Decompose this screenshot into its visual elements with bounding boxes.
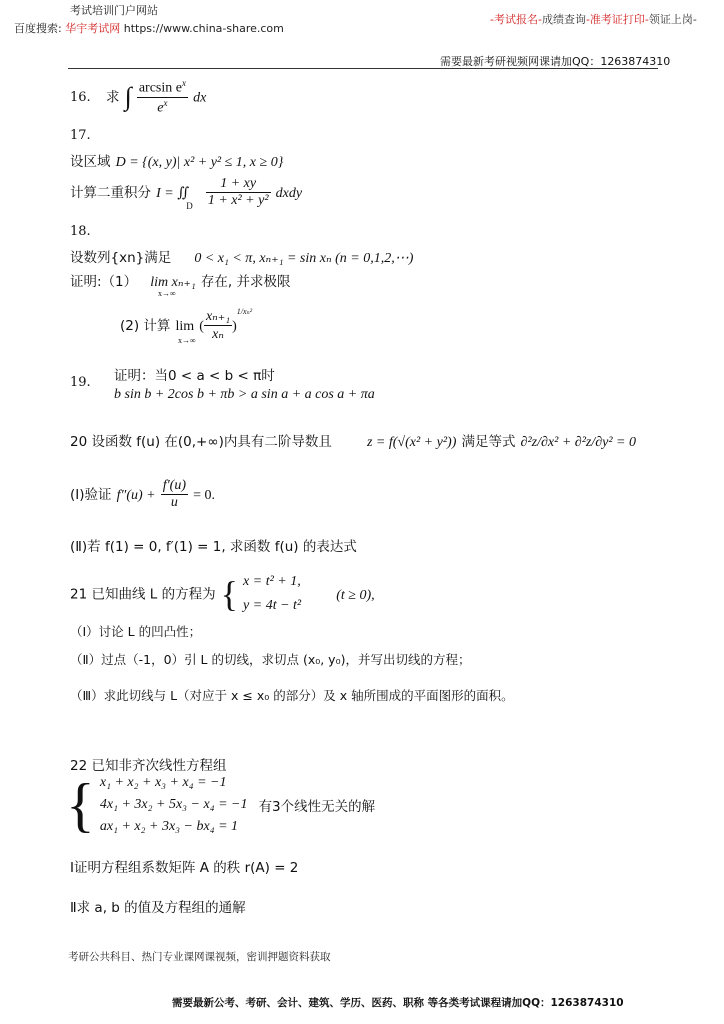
p21-head-line <box>70 570 375 618</box>
p16-num-sup: x <box>181 78 186 88</box>
p16-number: 16. <box>70 90 91 105</box>
p18-part2-label: (2) 计算 <box>120 318 171 334</box>
p16-lead: 求 <box>106 89 120 106</box>
p18-lim-tail: 存在, 并求极限 <box>200 274 291 290</box>
p22-head: 22 已知非齐次线性方程组 <box>70 758 227 774</box>
footer-note: 考研公共科目、热门专业课网课视频，密训押题资料获取 <box>68 951 331 963</box>
p17-region-label: 设区域 <box>70 154 111 170</box>
p17-numerator: 1 + xy <box>206 176 271 193</box>
p17-denominator: 1 + x² + y² <box>207 193 269 208</box>
p18-part2-lim: lim <box>175 319 195 334</box>
p18-part2-num: xₙ₊₁ <box>205 309 231 324</box>
p21-head: 21 已知曲线 L 的方程为 <box>70 586 216 603</box>
p20-part1-den: u <box>170 495 178 510</box>
p19-line1 <box>114 364 275 384</box>
p21-q3: （Ⅲ）求此切线与 L（对应于 x ≤ x₀ 的部分）及 x 轴所围成的平面图形的面积。 <box>70 688 514 703</box>
p18-line2 <box>70 270 290 291</box>
p18-part2-fraction <box>204 308 232 343</box>
footer-contact: 需要最新公考、考研、会计、建筑、学历、医药、职称 等各类考试课程请加QQ：1263874310 <box>172 997 624 1009</box>
search-brand-link[interactable]: 华宇考试网 <box>65 22 121 35</box>
p17-line2 <box>70 176 302 209</box>
header-site-title: 考试培训门户网站 <box>70 4 158 17</box>
p22-q1: Ⅰ证明方程组系数矩阵 A 的秩 r(A) = 2 <box>70 860 299 876</box>
p18-part2-den: xₙ <box>212 327 224 342</box>
p16-fraction <box>137 78 188 116</box>
p20-part1-label: (Ⅰ)验证 <box>70 487 112 503</box>
p21-brace: { <box>220 574 238 614</box>
p16-numerator: arcsin e <box>138 80 182 96</box>
p18-part2-sub: x→∞ <box>178 336 196 345</box>
p16-expression <box>106 78 206 116</box>
search-prefix: 百度搜索: <box>14 22 62 35</box>
header-nav <box>490 11 697 27</box>
p22-brace: { <box>66 772 95 838</box>
p17-fraction <box>206 176 271 209</box>
p22-eq1: x₁ + x₂ + x₃ + x₄ = −1 <box>99 775 227 790</box>
p20-head-line <box>70 430 636 451</box>
p16-tail: dx <box>193 90 207 106</box>
p18-lim-sub: x→∞ <box>158 289 176 298</box>
p18-line1 <box>70 246 413 267</box>
p22-q2: Ⅱ求 a, b 的值及方程组的通解 <box>70 900 246 916</box>
p19-inequality: b sin b + 2cos b + πb > a sin a + a cos a + πa <box>114 387 375 402</box>
p22-tail: 有3个线性无关的解 <box>258 799 376 815</box>
p20-cond: 满足等式 <box>461 434 516 450</box>
p21-q1: （Ⅰ）讨论 L 的凹凸性； <box>70 624 202 639</box>
p22-system <box>100 772 248 838</box>
p21-cond: (t ≥ 0), <box>336 587 375 603</box>
p17-number: 17. <box>70 128 91 143</box>
p20-part1-tail: = 0. <box>193 488 215 503</box>
p17-integral-label: 计算二重积分 <box>70 185 151 201</box>
nav-certificate[interactable]: 领证上岗- <box>648 13 697 26</box>
p18-number: 18. <box>70 224 91 239</box>
integral-sign: ∫ <box>124 82 132 112</box>
p18-part2-exp: 1/xₙ² <box>236 306 253 316</box>
header-search-line <box>14 20 284 36</box>
p20-part1-expr: f″(u) + <box>116 488 156 503</box>
p19-statement: 证明：当0 < a < b < π时 <box>114 368 275 384</box>
p21-q2: （Ⅱ）过点（-1，0）引 L 的切线，求切点 (x₀, y₀)，并写出切线的方程； <box>70 652 471 667</box>
p19-number: 19. <box>70 375 91 390</box>
p16-den-sup: x <box>163 97 168 108</box>
p17-tail: dxdy <box>275 186 303 201</box>
search-url-link[interactable]: https://www.china-share.com <box>123 22 284 35</box>
p20-part1-num: f′(u) <box>162 478 186 493</box>
nav-exam-register[interactable]: -考试报名- <box>490 13 542 26</box>
header-divider <box>68 68 658 69</box>
p20-part1-fraction <box>161 478 188 511</box>
p17-line1 <box>70 150 283 171</box>
p17-integral-lhs: I = ∬ <box>156 186 190 201</box>
p21-system <box>243 570 301 618</box>
p20-part1 <box>70 478 215 511</box>
p20-head: 20 设函数 f(u) 在(0,+∞)内具有二阶导数且 <box>70 434 332 450</box>
nav-admission-print[interactable]: -准考证打印- <box>585 13 649 26</box>
p21-eq1: x = t² + 1, <box>243 574 301 589</box>
p22-eq2: 4x₁ + 3x₂ + 5x₃ − x₄ = −1 <box>99 797 248 812</box>
p18-seq-expr: 0 < x₁ < π, xₙ₊₁ = sin xₙ (n = 0,1,2,⋯) <box>194 251 414 266</box>
p22-system-block <box>66 772 375 838</box>
header-qq-note: 需要最新考研视频网课请加QQ：1263874310 <box>440 55 671 68</box>
p17-integral-sub: D <box>186 201 193 211</box>
p18-seq-label: 设数列{xn}满足 <box>70 250 172 266</box>
p22-eq3: ax₁ + x₂ + 3x₃ − bx₄ = 1 <box>99 819 239 834</box>
p21-eq2: y = 4t − t² <box>243 598 302 613</box>
p20-pde: ∂²z/∂x² + ∂²z/∂y² = 0 <box>520 435 637 450</box>
p16-denominator: e <box>157 100 164 116</box>
p20-z-expr: z = f(√(x² + y²)) <box>366 435 457 450</box>
p18-proof-label: 证明:（1） <box>70 274 138 290</box>
p18-lim-expr: lim xₙ₊₁ <box>150 275 196 290</box>
p17-region-expr: D = {(x, y)| x² + y² ≤ 1, x ≥ 0} <box>115 155 284 170</box>
nav-score-query[interactable]: 成绩查询 <box>541 13 586 26</box>
p18-line3: (2) 计算 lim ( $\frac{\text{xₙ₊₁}}{\text{xₙ}}$ )$^{1/x_n^2}$ <box>120 306 253 342</box>
p20-part2: (Ⅱ)若 f(1) = 0, f′(1) = 1, 求函数 f(u) 的表达式 <box>70 539 357 555</box>
